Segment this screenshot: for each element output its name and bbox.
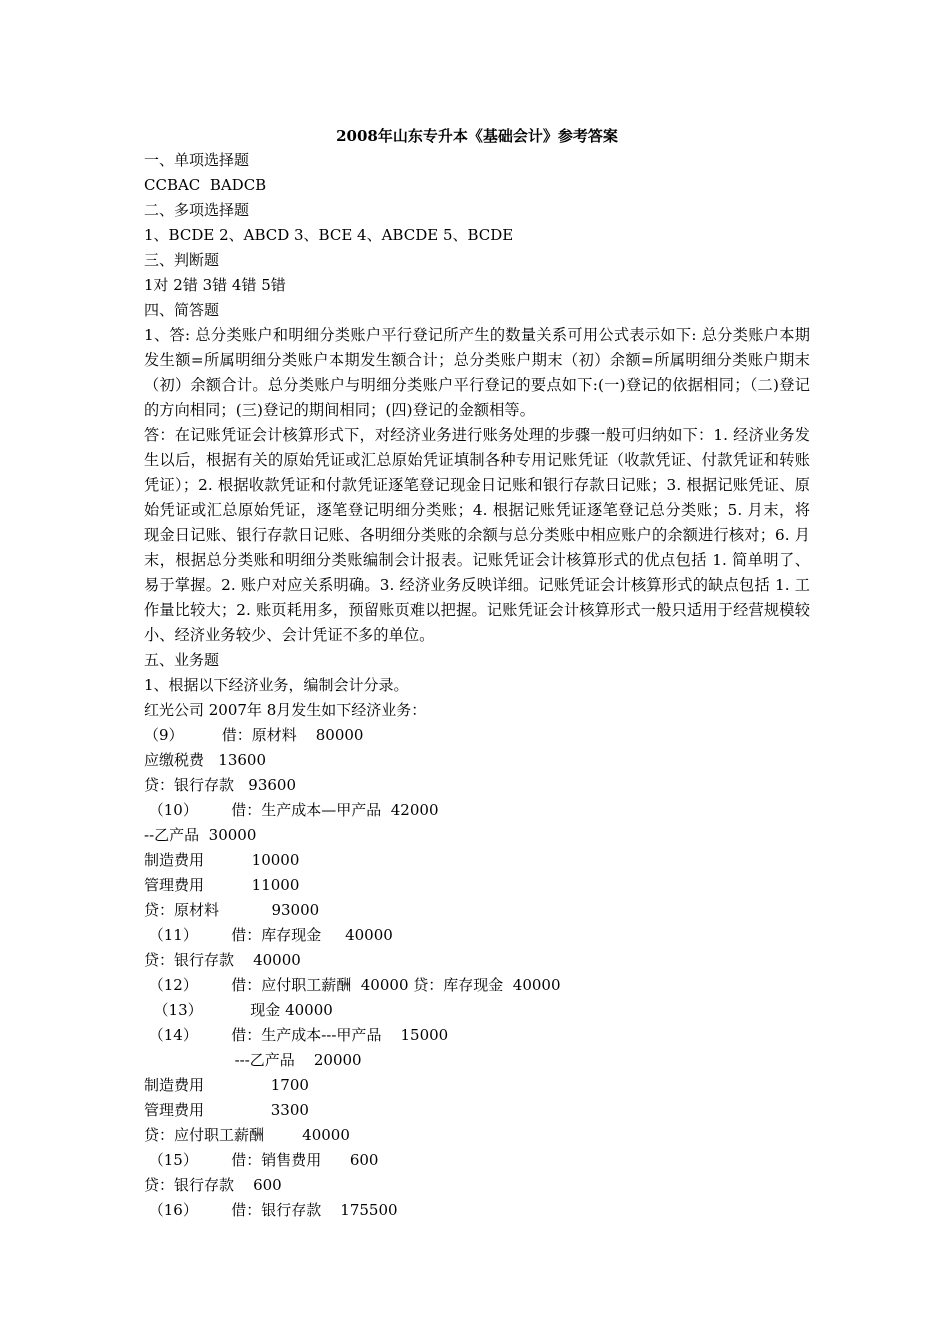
document-page bbox=[144, 124, 810, 1223]
true-false-answers: 1对 2错 3错 4错 5错 bbox=[144, 276, 286, 294]
journal-entry-line: 管理费用 3300 bbox=[144, 1101, 309, 1119]
journal-entry-line: （11） 借：库存现金 40000 bbox=[144, 926, 393, 944]
journal-entry-line: 贷：银行存款 40000 bbox=[144, 951, 301, 969]
section-heading-single-choice: 一、单项选择题 bbox=[144, 151, 250, 169]
multi-choice-answers: 1、BCDE 2、ABCD 3、BCE 4、ABCDE 5、BCDE bbox=[144, 226, 514, 244]
journal-entry-line: 应缴税费 13600 bbox=[144, 751, 267, 769]
journal-entry-line: （10） 借：生产成本—甲产品 42000 bbox=[144, 801, 439, 819]
short-answer-paragraph-1: 1、答: 总分类账户和明细分类账户平行登记所产生的数量关系可用公式表示如下: 总分类账户本期发生额=所属明细分类账户本期发生额合计；总分类账户期末（初）余额=所属明细分类账户期末（初）余额合计。总分类账户与明细分类账户平行登记的要点如下:(一)登记的依据相同；（二)登记的方向相同；(三)登记的期间相同；(四)登记的金额相等。 bbox=[144, 326, 810, 419]
section-heading-multi-choice: 二、多项选择题 bbox=[144, 201, 250, 219]
journal-entry-line: 贷：原材料 93000 bbox=[144, 901, 320, 919]
section-heading-business: 五、业务题 bbox=[144, 651, 220, 669]
document-title: 2008年山东专升本《基础会计》参考答案 bbox=[336, 127, 618, 145]
journal-entry-line: ---乙产品 20000 bbox=[144, 1051, 362, 1069]
journal-entry-line: （9） 借：原材料 80000 bbox=[144, 726, 364, 744]
journal-entry-line: 制造费用 10000 bbox=[144, 851, 300, 869]
journal-entry-line: （13） 现金 40000 bbox=[144, 1001, 333, 1019]
section-heading-true-false: 三、判断题 bbox=[144, 251, 220, 269]
journal-entry-line: 制造费用 1700 bbox=[144, 1076, 309, 1094]
journal-entry-line: 管理费用 11000 bbox=[144, 876, 300, 894]
journal-entry-line: 贷：银行存款 93600 bbox=[144, 776, 297, 794]
journal-entry-line: 贷：应付职工薪酬 40000 bbox=[144, 1126, 350, 1144]
business-intro: 1、根据以下经济业务，编制会计分录。 bbox=[144, 676, 409, 694]
journal-entry-line: --乙产品 30000 bbox=[144, 826, 257, 844]
journal-entries bbox=[144, 723, 810, 1223]
journal-entry-line: （15） 借：销售费用 600 bbox=[144, 1151, 379, 1169]
single-choice-answers: CCBAC BADCB bbox=[144, 176, 267, 194]
journal-entry-line: （12） 借：应付职工薪酬 40000 贷：库存现金 40000 bbox=[144, 976, 561, 994]
short-answer-paragraph-2: 答：在记账凭证会计核算形式下，对经济业务进行账务处理的步骤一般可归纳如下：1. 经济业务发生以后，根据有关的原始凭证或汇总原始凭证填制各种专用记账凭证（收款凭证、付款凭证和转账凭证）；2. 根据收款凭证和付款凭证逐笔登记现金日记账和银行存款日记账；3. 根据记账凭证、原始凭证或汇总原始凭证，逐笔登记明细分类账；4. 根据记账凭证逐笔登记总分类账；5. 月末，将现金日记账、银行存款日记账、各明细分类账的余额与总分类账中相应账户的余额进行核对；6. 月末，根据总分类账和明细分类账编制会计报表。记账凭证会计核算形式的优点包括 1. 简单明了、易于掌握。2. 账户对应关系明确。3. 经济业务反映详细。记账凭证会计核算形式的缺点包括 1. 工作量比较大；2. 账页耗用多，预留账页难以把握。记账凭证会计核算形式一般只适用于经营规模较小、经济业务较少、会计凭证不多的单位。 bbox=[144, 426, 810, 644]
journal-entry-line: （16） 借：银行存款 175500 bbox=[144, 1201, 398, 1219]
section-heading-short-answer: 四、简答题 bbox=[144, 301, 220, 319]
journal-entry-line: （14） 借：生产成本---甲产品 15000 bbox=[144, 1026, 449, 1044]
business-company: 红光公司 2007年 8月发生如下经济业务： bbox=[144, 701, 427, 719]
journal-entry-line: 贷：银行存款 600 bbox=[144, 1176, 282, 1194]
